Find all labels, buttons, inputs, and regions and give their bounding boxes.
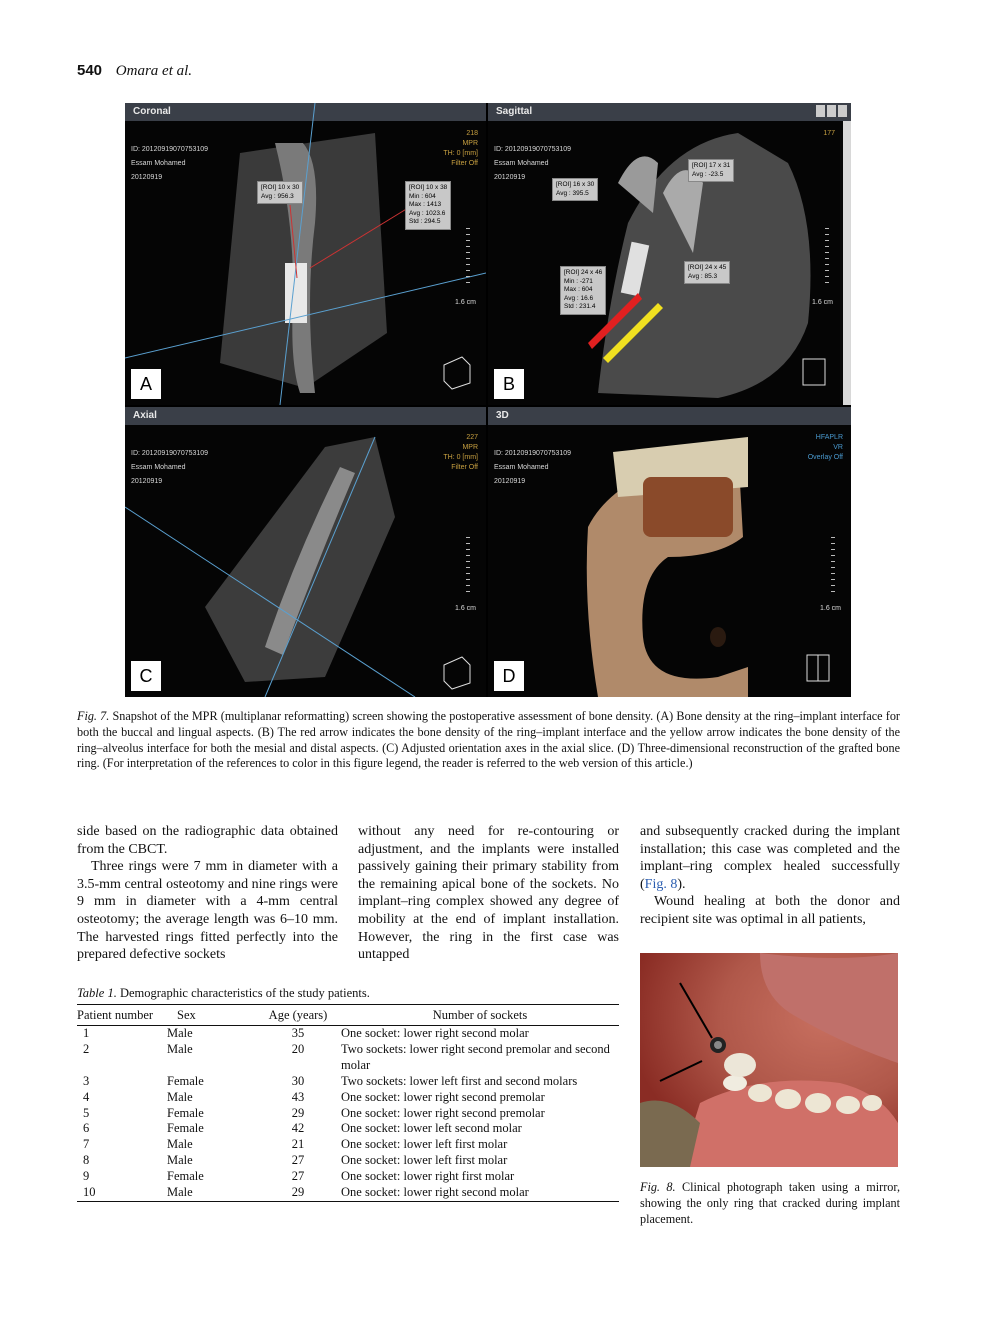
table-cell: 43 xyxy=(291,1089,305,1104)
caption-text: Demographic characteristics of the study patients. xyxy=(119,986,370,1000)
patient-info: ID: 2012091907075310​9 Essam Mohamed 20120919 xyxy=(131,146,209,181)
table-row xyxy=(77,1090,619,1106)
scale-label: 1.6 cm xyxy=(454,605,476,612)
table-cell: 9 xyxy=(83,1169,90,1184)
clinical-photo xyxy=(640,953,898,1167)
table-cell: 6 xyxy=(83,1121,90,1136)
table-cell: Female xyxy=(167,1073,204,1088)
scale-ticks xyxy=(466,537,470,597)
page-number: 540 xyxy=(77,62,103,79)
scale-label: 1.6 cm xyxy=(454,299,476,306)
panel-letter: C xyxy=(131,661,161,691)
running-header xyxy=(77,62,192,80)
table-cell: Male xyxy=(167,1153,193,1168)
table-cell: One socket: lower right first molar xyxy=(341,1169,515,1184)
table-cell: One socket: lower right second premolar xyxy=(341,1089,545,1104)
table-row xyxy=(77,1042,619,1074)
table-cell: Male xyxy=(167,1026,193,1040)
orientation-cube-icon xyxy=(801,649,837,689)
table-row xyxy=(77,1074,619,1090)
table-1-caption xyxy=(77,986,370,1001)
table-cell: Female xyxy=(167,1105,204,1120)
view-info: 177 xyxy=(823,130,835,137)
column-header: Age (years) xyxy=(268,1008,328,1022)
paragraph: side based on the radiographic data obtained from the CBCT. xyxy=(77,824,338,857)
table-cell: 42 xyxy=(291,1121,305,1136)
figure-7-caption xyxy=(77,709,900,772)
panel-title: Coronal xyxy=(125,103,486,121)
body-column-2 xyxy=(358,823,619,964)
paragraph: Wound healing at both the donor and recipient site was optimal in all patients, xyxy=(640,894,900,927)
table-cell: Male xyxy=(167,1089,193,1104)
panel-title: 3D xyxy=(488,407,851,425)
orientation-cube-icon xyxy=(436,351,476,391)
table-cell: Male xyxy=(167,1041,193,1056)
roi-label: [ROI] 24 x 45 Avg : 85.3 xyxy=(684,261,730,284)
table-cell: 8 xyxy=(83,1153,90,1168)
caption-text: Snapshot of the MPR (multiplanar reformatting) screen showing the postoperative assessment of bone density. (A) Bone density at the ring–implant interface for both the buccal and lingual aspects. (B) The red arrow indicates the bone density of the ring–implant interface and the yellow arrow indicates the bone density of the ring–alveolus interface for both the mesial and distal aspects. (C) Adjusted orientation axes in the axial slice. (D) Three-dimensional reconstruction of the grafted bone ring. (For interpretation of the references to color in this figure legend, the reader is referred to the web version of this article.) xyxy=(77,709,900,771)
table-cell: Male xyxy=(167,1137,193,1152)
table-cell: One socket: lower right second molar xyxy=(341,1026,529,1040)
roi-label: [ROI] 24 x 46 Min : -271 Max : 604 Avg : 16.6 Std : 231.4 xyxy=(560,266,606,315)
table-cell: 1 xyxy=(83,1026,90,1040)
roi-label: [ROI] 17 x 31 Avg : -23.5 xyxy=(688,159,734,182)
caption-label: Table 1. xyxy=(77,986,117,1000)
scrollbar[interactable] xyxy=(843,121,851,405)
panel-letter: D xyxy=(494,661,524,691)
table-row xyxy=(77,1185,619,1201)
table-cell: One socket: lower right second molar xyxy=(341,1185,529,1200)
table-cell: 5 xyxy=(83,1105,90,1120)
patient-info: ID: 20120919070753109 Essam Mohamed 20120919 xyxy=(131,450,209,485)
panel-letter: A xyxy=(131,369,161,399)
table-cell: 7 xyxy=(83,1137,90,1152)
view-info: 218 MPR TH: 0 [mm] Filter Off xyxy=(443,130,478,167)
table-cell: Female xyxy=(167,1169,204,1184)
text: ). xyxy=(677,876,686,892)
table-1 xyxy=(77,1004,619,1202)
table-row xyxy=(77,1169,619,1185)
panel-title: Axial xyxy=(125,407,486,425)
column-header: Number of sockets xyxy=(432,1008,528,1022)
table-cell: 29 xyxy=(291,1105,305,1120)
table-cell: Two sockets: lower right second premolar and second molar xyxy=(341,1041,610,1072)
scale-ticks xyxy=(825,228,829,288)
panel-coronal xyxy=(125,103,486,405)
figure-8-link[interactable]: Fig. 8 xyxy=(644,876,678,892)
figure-8-photo xyxy=(640,953,898,1167)
roi-label: [ROI] 10 x 38 Min : 604 Max : 1413 Avg : 1023.6 Std : 294.5 xyxy=(405,181,451,230)
paragraph: without any need for re-contouring or adjustment, and the implants were installed passively gaining their primary stability from the remaining apical bone of the sockets. No implant–ring complex showed any degree of mobility at the end of implant installation. However, the ring in the first case was untapped xyxy=(358,824,619,963)
panel-letter: B xyxy=(494,369,524,399)
table-cell: 3 xyxy=(83,1073,90,1088)
table-row xyxy=(77,1153,619,1169)
scale-label: 1.6 cm xyxy=(811,299,833,306)
table-row xyxy=(77,1106,619,1122)
scale-ticks xyxy=(831,537,835,597)
patient-info: ID: 20120919070753109 Essam Mohamed 20120919 xyxy=(494,450,572,485)
roi-label: [ROI] 16 x 30 Avg : 395.5 xyxy=(552,178,598,201)
panel-axial xyxy=(125,407,486,697)
scale-label: 1.6 cm xyxy=(819,605,841,612)
table-cell: 27 xyxy=(291,1153,305,1168)
column-header: Sex xyxy=(177,1008,196,1022)
table-row xyxy=(77,1026,619,1042)
body-column-3 xyxy=(640,823,900,929)
table-cell: 4 xyxy=(83,1089,90,1104)
column-header: Patient number xyxy=(77,1008,154,1022)
table-cell: One socket: lower left second molar xyxy=(341,1121,522,1136)
table-cell: 10 xyxy=(83,1185,96,1200)
orientation-cube-icon xyxy=(797,349,833,393)
table-cell: 30 xyxy=(291,1073,305,1088)
table-cell: 29 xyxy=(291,1185,305,1200)
table-cell: Female xyxy=(167,1121,204,1136)
figure-8-caption xyxy=(640,1180,900,1227)
table-cell: One socket: lower right second premolar xyxy=(341,1105,545,1120)
scale-ticks xyxy=(466,228,470,288)
orientation-cube-icon xyxy=(436,651,476,691)
table-cell: 20 xyxy=(291,1041,305,1056)
table-header-row xyxy=(77,1005,619,1026)
paragraph xyxy=(640,823,900,893)
panel-sagittal xyxy=(488,103,851,405)
table-cell: 27 xyxy=(291,1169,305,1184)
table-cell: 2 xyxy=(83,1041,90,1056)
table-cell: Male xyxy=(167,1185,193,1200)
caption-label: Fig. 8. xyxy=(640,1180,676,1194)
table-cell: 35 xyxy=(291,1026,305,1040)
figure-7 xyxy=(125,103,851,697)
table-row xyxy=(77,1137,619,1153)
caption-label: Fig. 7. xyxy=(77,709,110,723)
running-authors: Omara et al. xyxy=(115,63,193,79)
panel-3d xyxy=(488,407,851,697)
view-info: 227 MPR TH: 0 [mm] Filter Off xyxy=(443,434,478,471)
table-cell: 21 xyxy=(291,1137,305,1152)
table-row xyxy=(77,1121,619,1137)
patient-info: ID: 20120919070753109 Essam Mohamed 20120919 xyxy=(494,146,572,181)
panel-title: Sagittal xyxy=(488,103,851,121)
caption-text: Clinical photograph taken using a mirror, showing the only ring that cracked during implant placement. xyxy=(640,1180,900,1226)
table-cell: Two sockets: lower left first and second molars xyxy=(341,1073,578,1088)
table-cell: One socket: lower left first molar xyxy=(341,1137,508,1152)
roi-label: [ROI] 10 x 30 Avg : 956.3 xyxy=(257,181,303,204)
view-info: HFAPLR VR Overlay Off xyxy=(807,434,843,461)
paragraph: Three rings were 7 mm in diameter with a 3.5-mm central osteotomy and nine rings were 9 mm in diameter with a 4-mm central osteotomy; the average length was 6–10 mm. The harvested rings fitted perfectly into the prepared defective sockets xyxy=(77,859,338,963)
body-column-1 xyxy=(77,823,338,964)
table-cell: One socket: lower left first molar xyxy=(341,1153,508,1168)
text: and subsequently cracked during the implant installation; this case was completed and the implant–ring complex healed successfully ( xyxy=(640,824,900,892)
